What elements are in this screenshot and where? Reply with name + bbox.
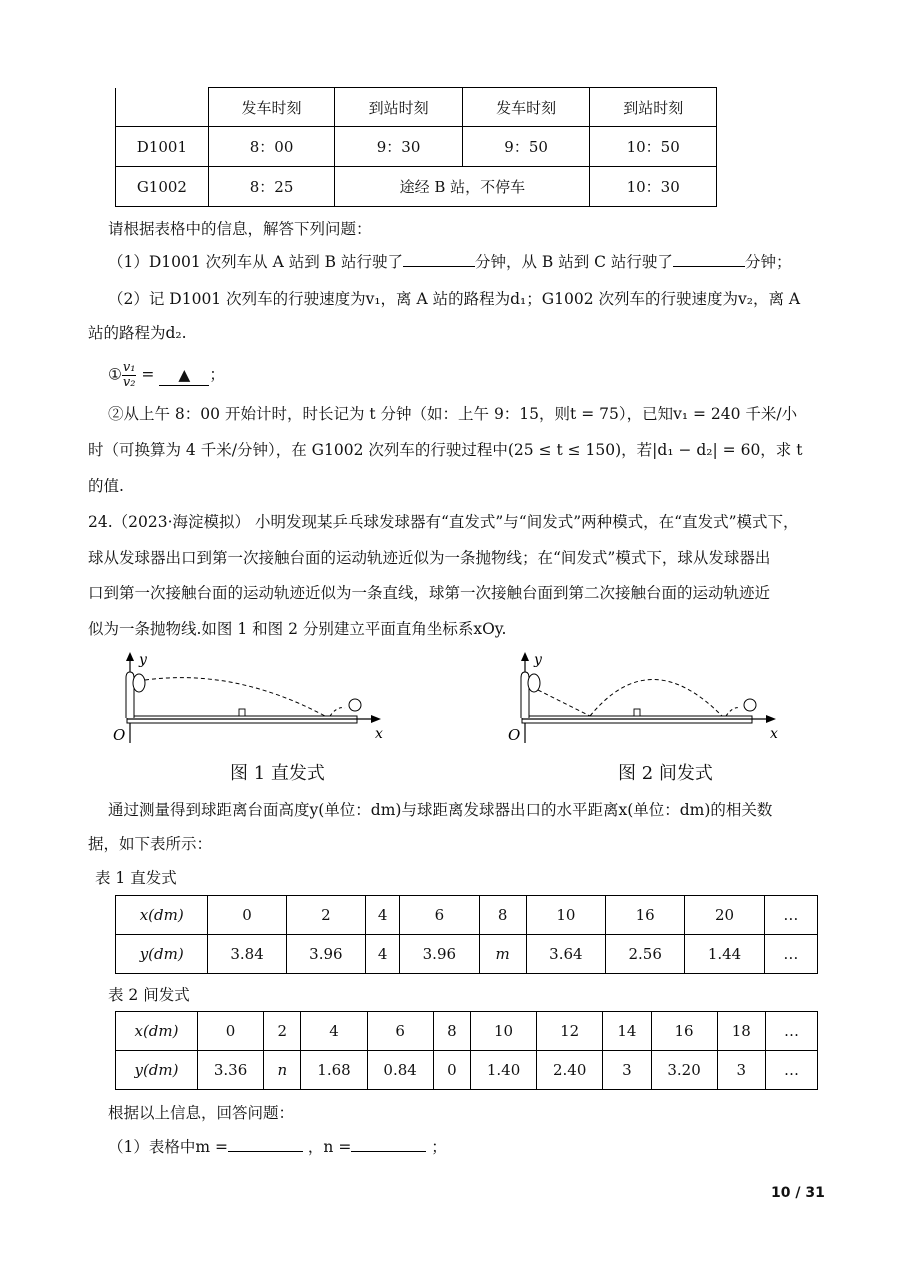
table-1-direct <box>115 895 818 974</box>
table-cell: 3.96 <box>400 935 479 974</box>
figure-2-caption: 图 2 间发式 <box>618 763 713 784</box>
table-cell: n <box>264 1051 301 1090</box>
figure-1-caption: 图 1 直发式 <box>230 763 325 784</box>
measure-line2: 据，如下表所示： <box>88 835 213 853</box>
triangle-blank <box>159 365 209 386</box>
answer-part1-b: ，n = <box>307 1138 352 1156</box>
table-cell: 3.64 <box>526 935 605 974</box>
q24-line3: 口到第一次接触台面的运动轨迹近似为一条直线，球第一次接触台面到第二次接触台面的运动轨迹近 <box>88 584 771 602</box>
table-cell: 10 <box>526 896 605 935</box>
table-cell: 2.40 <box>537 1051 603 1090</box>
table-cell: 2.56 <box>606 935 685 974</box>
table-cell: 12 <box>537 1012 603 1051</box>
figure-1-direct-mode <box>105 648 395 748</box>
table-cell: 0 <box>198 1012 264 1051</box>
q24-line4: 似为一条抛物线.如图 1 和图 2 分别建立平面直角坐标系xOy. <box>88 620 507 638</box>
page-number: 10 / 31 <box>771 1185 825 1201</box>
answer-part1-a: （1）表格中m = <box>108 1138 228 1156</box>
table-cell: y(dm) <box>116 935 208 974</box>
table-cell: 8 <box>479 896 526 935</box>
fraction <box>122 361 137 390</box>
table2-title: 表 2 间发式 <box>108 986 190 1004</box>
table-cell: 16 <box>606 896 685 935</box>
table-cell: 9：50 <box>462 127 590 167</box>
table-cell: 8：25 <box>208 167 335 207</box>
train-timetable <box>115 87 717 207</box>
bounce-trajectory <box>330 708 345 716</box>
table-cell: 10 <box>470 1012 536 1051</box>
fraction-numerator: v₁ <box>122 360 136 375</box>
table-cell: 2 <box>264 1012 301 1051</box>
table-header-cell: 到站时刻 <box>335 88 463 127</box>
table-cell: 1.40 <box>470 1051 536 1090</box>
answer-blank <box>351 1137 426 1152</box>
parabolic-trajectory <box>145 678 325 716</box>
table-cell: 4 <box>366 935 400 974</box>
table-cell: 3.20 <box>651 1051 717 1090</box>
q24-line2: 球从发球器出口到第一次接触台面的运动轨迹近似为一条抛物线；在“间发式”模式下，球从发球器出 <box>88 549 771 567</box>
table-cell: 6 <box>367 1012 433 1051</box>
launcher-body <box>521 672 529 718</box>
table-cell: 0 <box>208 896 286 935</box>
table-header-cell <box>116 88 209 127</box>
launcher-head <box>528 674 540 692</box>
origin-label: O <box>508 726 521 744</box>
table-header-cell: 发车时刻 <box>208 88 335 127</box>
table-cell: 3.96 <box>286 935 365 974</box>
q24-line1: 24.（2023·海淀模拟） 小明发现某乒乓球发球器有“直发式”与“间发式”两种模式，在“直发式”模式下， <box>88 513 799 531</box>
q23-part2-line2: 站的路程为d₂. <box>88 324 187 342</box>
table-header-cell: 到站时刻 <box>590 88 717 127</box>
measure-line1: 通过测量得到球距离台面高度y(单位：dm)与球距离发球器出口的水平距离x(单位：dm)的相关数 <box>108 801 773 819</box>
table-cell: 0.84 <box>367 1051 433 1090</box>
table-cell: 16 <box>651 1012 717 1051</box>
table-cell: 14 <box>603 1012 651 1051</box>
figure-2-indirect-mode <box>500 648 790 748</box>
table-cell: 6 <box>400 896 479 935</box>
table-cell: 3 <box>717 1051 765 1090</box>
table1-title: 表 1 直发式 <box>95 869 177 887</box>
q23-sub2-line1: ②从上午 8：00 开始计时，时长记为 t 分钟（如：上午 9：15，则t = 75），已知v₁ = 240 千米/小 <box>108 405 798 423</box>
origin-label: O <box>113 726 126 744</box>
ball <box>744 699 756 711</box>
table-cell: 20 <box>685 896 764 935</box>
equals-sign: = <box>141 365 155 384</box>
table-cell: 9：30 <box>335 127 463 167</box>
y-axis-label: y <box>534 652 542 668</box>
table-cell: 4 <box>366 896 400 935</box>
table-2-indirect <box>115 1011 818 1090</box>
x-axis-arrow <box>371 715 381 723</box>
circled-number: ① <box>108 365 122 384</box>
fraction-denominator: v₂ <box>122 375 136 390</box>
table-cell: G1002 <box>116 167 209 207</box>
q23-sub1 <box>108 361 225 390</box>
q23-intro: 请根据表格中的信息，解答下列问题： <box>108 220 372 238</box>
q23-part1-b: 分钟，从 B 站到 C 站行驶了 <box>474 253 673 271</box>
table-cell: 8：00 <box>208 127 335 167</box>
x-axis-label: x <box>770 726 778 742</box>
table-cell: 3.36 <box>198 1051 264 1090</box>
parabolic-trajectory <box>590 680 722 717</box>
q23-sub1-end: ； <box>209 365 225 384</box>
table-cell: … <box>764 935 817 974</box>
x-axis-label: x <box>375 726 383 742</box>
table-cell: y(dm) <box>116 1051 198 1090</box>
table-cell: 8 <box>433 1012 470 1051</box>
answer-part1-c: ； <box>431 1138 447 1156</box>
table-cell: 3 <box>603 1051 651 1090</box>
q23-part2-line1: （2）记 D1001 次列车的行驶速度为v₁，离 A 站的路程为d₁；G1002 次列车的行驶速度为v₂，离 A <box>108 290 801 308</box>
q23-part1-a: （1）D1001 次列车从 A 站到 B 站行驶了 <box>108 253 403 271</box>
table-cell: 2 <box>286 896 365 935</box>
x-axis-arrow <box>766 715 776 723</box>
q23-part1 <box>108 252 791 272</box>
table-cell: x(dm) <box>116 1012 198 1051</box>
table-cell: D1001 <box>116 127 209 167</box>
bounce-trajectory <box>726 708 740 716</box>
q23-sub2-line3: 的值. <box>88 477 124 495</box>
y-axis-label: y <box>139 652 147 668</box>
q23-sub2-line2: 时（可换算为 4 千米/分钟），在 G1002 次列车的行驶过程中(25 ≤ t ≤ 150)，若|d₁ − d₂| = 60，求 t <box>88 441 803 459</box>
launcher-body <box>126 672 134 718</box>
table-cell: … <box>765 1012 817 1051</box>
table-cell: 10：50 <box>590 127 717 167</box>
net <box>634 709 640 716</box>
table-cell: x(dm) <box>116 896 208 935</box>
table-header-cell: 发车时刻 <box>462 88 590 127</box>
answer-blank <box>673 252 745 267</box>
table-cell: … <box>764 896 817 935</box>
answer-blank <box>403 252 475 267</box>
table-cell: 10：30 <box>590 167 717 207</box>
answer-part1 <box>108 1137 447 1157</box>
table-cell: 1.68 <box>301 1051 367 1090</box>
ball <box>349 699 361 711</box>
table-cell: 18 <box>717 1012 765 1051</box>
y-axis-arrow <box>521 652 529 661</box>
table-cell: m <box>479 935 526 974</box>
table-cell-merged: 途经 B 站，不停车 <box>335 167 590 207</box>
table-cell: … <box>765 1051 817 1090</box>
table-cell: 1.44 <box>685 935 764 974</box>
table-cell: 3.84 <box>208 935 286 974</box>
table-cell: 0 <box>433 1051 470 1090</box>
net <box>239 709 245 716</box>
triangle-icon: ▲ <box>178 365 191 384</box>
table-cell: 4 <box>301 1012 367 1051</box>
answer-blank <box>228 1137 303 1152</box>
launcher-head <box>133 674 145 692</box>
linear-trajectory <box>538 690 590 716</box>
q23-part1-c: 分钟； <box>744 253 792 271</box>
y-axis-arrow <box>126 652 134 661</box>
answer-intro: 根据以上信息，回答问题： <box>108 1104 295 1122</box>
